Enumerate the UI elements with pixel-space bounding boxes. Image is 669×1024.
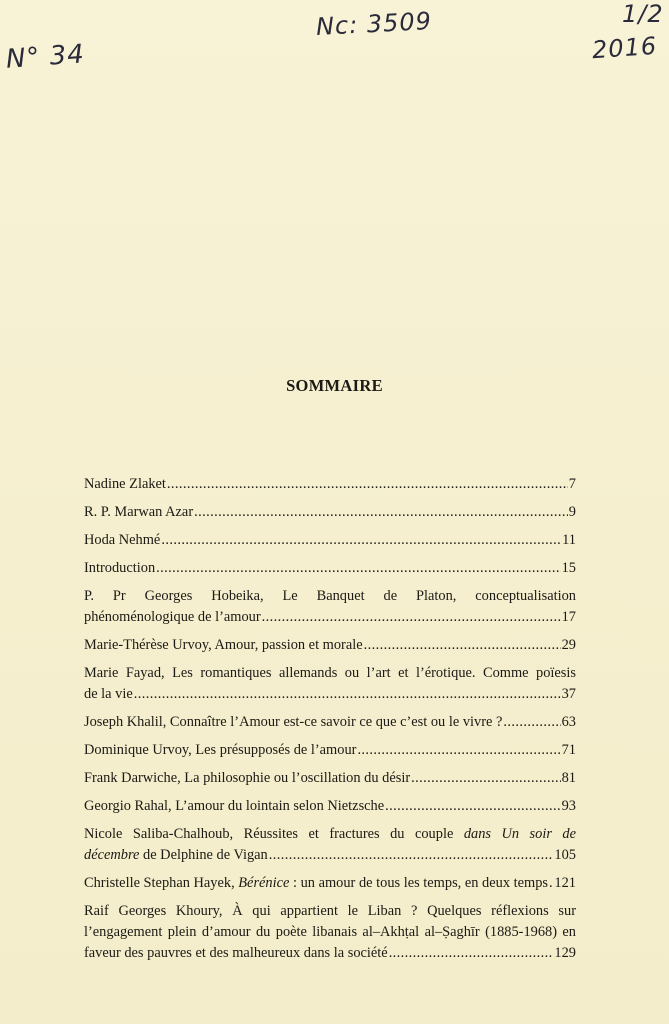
toc-entry-title-part: Nicole Saliba-Chalhoub, Réussites et fractures du couple	[84, 826, 454, 842]
toc-entry	[84, 530, 576, 551]
toc-entry-page: 37	[561, 686, 576, 702]
dot-leader	[385, 796, 560, 817]
toc-entry-title: Introduction	[84, 560, 156, 576]
toc-entry-title-line: Marie Fayad, Les romantiques allemands ou l’art et l’érotique. Comme poïesis	[84, 665, 576, 681]
toc-entry	[84, 586, 576, 628]
toc-entry-title: Georgio Rahal, L’amour du lointain selon Nietzsche	[84, 798, 385, 814]
toc-entry-page: 105	[554, 847, 576, 863]
dot-leader	[156, 558, 560, 579]
toc-entry-title-part: : un amour de tous les temps, en deux temps	[289, 875, 548, 891]
toc-entry-title: Dominique Urvoy, Les présupposés de l’amour	[84, 742, 357, 758]
toc-entry-title-italic: dans Un soir de	[463, 826, 576, 842]
toc-entry-title-line	[84, 824, 576, 845]
dot-leader	[194, 502, 568, 523]
toc-entry-title-line: Raif Georges Khoury, À qui appartient le Liban ? Quelques réflexions sur	[84, 903, 576, 919]
toc-entry	[84, 663, 576, 705]
toc-entry-page: 29	[561, 637, 576, 653]
toc-entry-title	[84, 873, 548, 894]
dot-leader	[411, 768, 560, 789]
toc-entry-title-line: de la vie	[84, 686, 133, 702]
toc-entry	[84, 558, 576, 579]
toc-entry-title-part: de Delphine de Vigan	[139, 847, 268, 863]
toc-entry	[84, 873, 576, 894]
dot-leader	[364, 635, 561, 656]
toc-entry-title-italic: décembre	[84, 847, 140, 863]
toc-entry-page: 17	[561, 609, 576, 625]
toc-entry-title-line	[84, 845, 268, 866]
table-of-contents	[84, 474, 576, 971]
toc-entry-page: 9	[568, 504, 576, 520]
toc-entry-page: 71	[561, 742, 576, 758]
toc-entry-page: 15	[561, 560, 576, 576]
handwritten-fraction: 1/2	[622, 0, 664, 28]
toc-entry-title: Frank Darwiche, La philosophie ou l’oscillation du désir	[84, 770, 411, 786]
toc-entry-title-italic: Bérénice	[238, 875, 290, 891]
handwritten-reference: Nc: 3509	[315, 6, 433, 42]
toc-entry-title: Marie-Thérèse Urvoy, Amour, passion et morale	[84, 637, 363, 653]
dot-leader	[503, 712, 560, 733]
toc-entry-page: 121	[554, 875, 576, 891]
toc-entry	[84, 712, 576, 733]
toc-entry	[84, 740, 576, 761]
toc-entry	[84, 474, 576, 495]
toc-entry-title: Joseph Khalil, Connaître l’Amour est-ce savoir ce que c’est ou le vivre ?	[84, 714, 503, 730]
toc-entry-page: 129	[554, 945, 576, 961]
toc-entry	[84, 901, 576, 964]
toc-entry-title-line: faveur des pauvres et des malheureux dans la société	[84, 945, 388, 961]
toc-entry-title-part: Christelle Stephan Hayek,	[84, 875, 239, 891]
toc-entry	[84, 824, 576, 866]
toc-entry-title: Nadine Zlaket	[84, 476, 166, 492]
dot-leader	[357, 740, 560, 761]
dot-leader	[389, 943, 554, 964]
toc-entry	[84, 796, 576, 817]
handwritten-year: 2016	[591, 31, 658, 65]
handwritten-number: N° 34	[5, 39, 86, 75]
dot-leader	[161, 530, 561, 551]
dot-leader	[262, 607, 561, 628]
toc-entry-page: 81	[561, 770, 576, 786]
dot-leader	[134, 684, 561, 705]
toc-entry-title-line: P. Pr Georges Hobeika, Le Banquet de Platon, conceptualisation	[84, 588, 576, 604]
toc-entry-page: 7	[568, 476, 576, 492]
toc-entry	[84, 635, 576, 656]
toc-entry	[84, 768, 576, 789]
dot-leader	[269, 845, 554, 866]
toc-entry-title: Hoda Nehmé	[84, 532, 161, 548]
dot-leader	[167, 474, 568, 495]
toc-entry-page: 93	[561, 798, 576, 814]
dot-leader	[549, 873, 553, 894]
toc-entry	[84, 502, 576, 523]
toc-entry-page: 11	[562, 532, 576, 548]
toc-entry-title-line: l’engagement plein d’amour du poète libanais al–Akhṭal al–Ṣaghīr (1885-1968) en	[84, 924, 576, 940]
toc-entry-title-line: phénoménologique de l’amour	[84, 609, 261, 625]
toc-entry-page: 63	[561, 714, 576, 730]
page-title: SOMMAIRE	[286, 376, 383, 395]
toc-entry-title: R. P. Marwan Azar	[84, 504, 194, 520]
